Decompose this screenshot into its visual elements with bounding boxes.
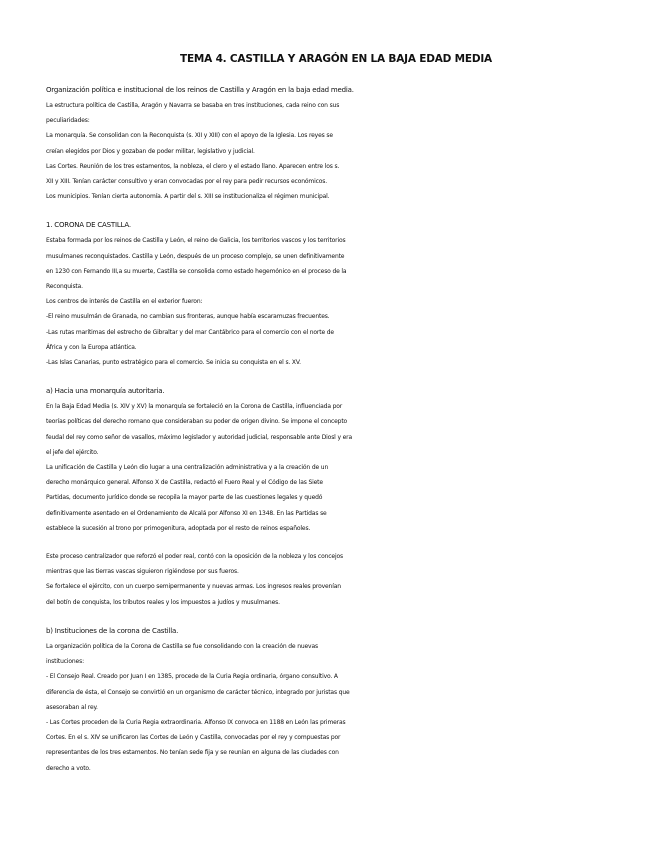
intro-line: XII y XIII. Tenían carácter consultivo y eran convocadas por el rey para pedir recursos económicos. — [46, 178, 327, 186]
intro-line: La monarquía. Se consolidan con la Reconquista (s. XII y XIII) con el apoyo de la Iglesia. Los reyes se — [46, 132, 333, 140]
section-line: establece la sucesión al trono por primogenitura, adoptada por el resto de reinos españoles. — [46, 524, 311, 532]
section-line: en 1230 con Fernando III,a su muerte, Castilla se consolida como estado hegemónico en el proceso de la — [46, 267, 347, 275]
paragraph-gap — [46, 204, 626, 217]
section-line: Este proceso centralizador que reforzó el poder real, contó con la oposición de la nobleza y los concejos — [46, 553, 343, 561]
section-line: el jefe del ejército. — [46, 448, 99, 456]
section-line: Reconquista. — [46, 283, 83, 291]
section-b — [46, 623, 626, 776]
section-line: definitivamente asentado en el Ordenamiento de Alcalá por Alfonso XI en 1348. En las Partidas se — [46, 509, 327, 517]
section-line: musulmanes reconquistados. Castilla y León, después de un proceso complejo, se unen definitivamente — [46, 252, 345, 260]
section-line: instituciones: — [46, 658, 84, 666]
section-line: La unificación de Castilla y León dio lugar a una centralización administrativa y a la creación de un — [46, 464, 329, 472]
intro-line: La estructura política de Castilla, Aragón y Navarra se basaba en tres instituciones, cada reino con sus — [46, 102, 340, 109]
section-line: asesoraban al rey. — [46, 703, 98, 711]
section-line: La organización política de la Corona de Castilla se fue consolidando con la creación de nuevas — [46, 642, 318, 650]
section-heading: 1. CORONA DE CASTILLA. — [46, 221, 131, 230]
document-title: TEMA 4. CASTILLA Y ARAGÓN EN LA BAJA EDAD MEDIA — [180, 53, 492, 65]
section-line: -Las Islas Canarias, punto estratégico para el comercio. Se inicia su conquista en el s. XV. — [46, 359, 301, 367]
section-line: diferencia de ésta, el Consejo se convirtió en un organismo de carácter técnico, integrado por juristas que — [46, 688, 350, 696]
section-a-continued — [46, 549, 626, 610]
section-1 — [46, 217, 626, 370]
intro-line: Las Cortes. Reunión de los tres estamentos, la nobleza, el clero y el estado llano. Aparecen entre los s. — [46, 162, 340, 170]
section-line: -El reino musulmán de Granada, no cambian sus fronteras, aunque había escaramuzas frecuentes. — [46, 313, 330, 321]
section-line: Los centros de interés de Castilla en el exterior fueron: — [46, 298, 203, 306]
intro-section — [46, 82, 626, 204]
intro-line: peculiaridades: — [46, 117, 90, 125]
section-line: feudal del rey como señor de vasallos, máximo legislador y autoridad judicial, responsable ante Diosl y era — [46, 433, 352, 441]
intro-line: creían elegidos por Dios y gozaban de poder militar, legislativo y judicial. — [46, 147, 255, 155]
intro-line: Los municipios. Tenían cierta autonomía. A partir del s. XIII se institucionaliza el régimen municipal. — [46, 193, 330, 201]
section-line: Se fortalece el ejército, con un cuerpo semipermanente y nuevas armas. Los ingresos reales provenían — [46, 583, 341, 591]
section-line: teorías políticas del derecho romano que consideraban su poder de origen divino. Se impone el concepto — [46, 418, 348, 426]
section-line: Cortes. En el s. XIV se unificaron las Cortes de León y Castilla, convocadas por el rey y compuestas por — [46, 734, 341, 742]
section-line: derecho a voto. — [46, 764, 91, 772]
section-line: mientras que las tierras vascas siguieron rigiéndose por sus fueros. — [46, 568, 239, 576]
section-line: -Las rutas marítimas del estrecho de Gibraltar y del mar Cantábrico para el comercio con el norte de — [46, 328, 334, 336]
document-page — [46, 52, 626, 776]
paragraph-gap — [46, 536, 626, 549]
section-line: Partidas, documento jurídico donde se recopila la mayor parte de las cuestiones legales y quedó — [46, 494, 323, 502]
section-line: del botín de conquista, los tributos reales y los impuestos a judíos y musulmanes. — [46, 598, 280, 606]
section-line: África y con la Europa atlántica. — [46, 343, 137, 351]
section-line: representantes de los tres estamentos. No tenían sede fija y se reunían en alguna de las ciudades con — [46, 749, 339, 757]
section-line: derecho monárquico general. Alfonso X de Castilla, redactó el Fuero Real y el Código de las Siete — [46, 479, 323, 487]
paragraph-gap — [46, 610, 626, 623]
paragraph-gap — [46, 370, 626, 383]
section-heading: a) Hacia una monarquía autoritaria. — [46, 387, 165, 396]
section-line: - El Consejo Real. Creado por Juan I en 1385, procede de la Curia Regia ordinaria, órgano consultivo. A — [46, 673, 338, 681]
intro-line: Organización política e institucional de los reinos de Castilla y Aragón en la baja edad media. — [46, 86, 354, 94]
section-line: En la Baja Edad Media (s. XIV y XV) la monarquía se fortaleció en la Corona de Castilla, influenciada por — [46, 403, 343, 411]
section-line: Estaba formada por los reinos de Castilla y León, el reino de Galicia, los territorios vascos y los territorios — [46, 237, 346, 245]
section-a — [46, 383, 626, 536]
section-line: - Las Cortes proceden de la Curia Regia extraordinaria. Alfonso IX convoca en 1188 en León las primeras — [46, 718, 346, 726]
section-heading: b) Instituciones de la corona de Castilla. — [46, 626, 179, 635]
